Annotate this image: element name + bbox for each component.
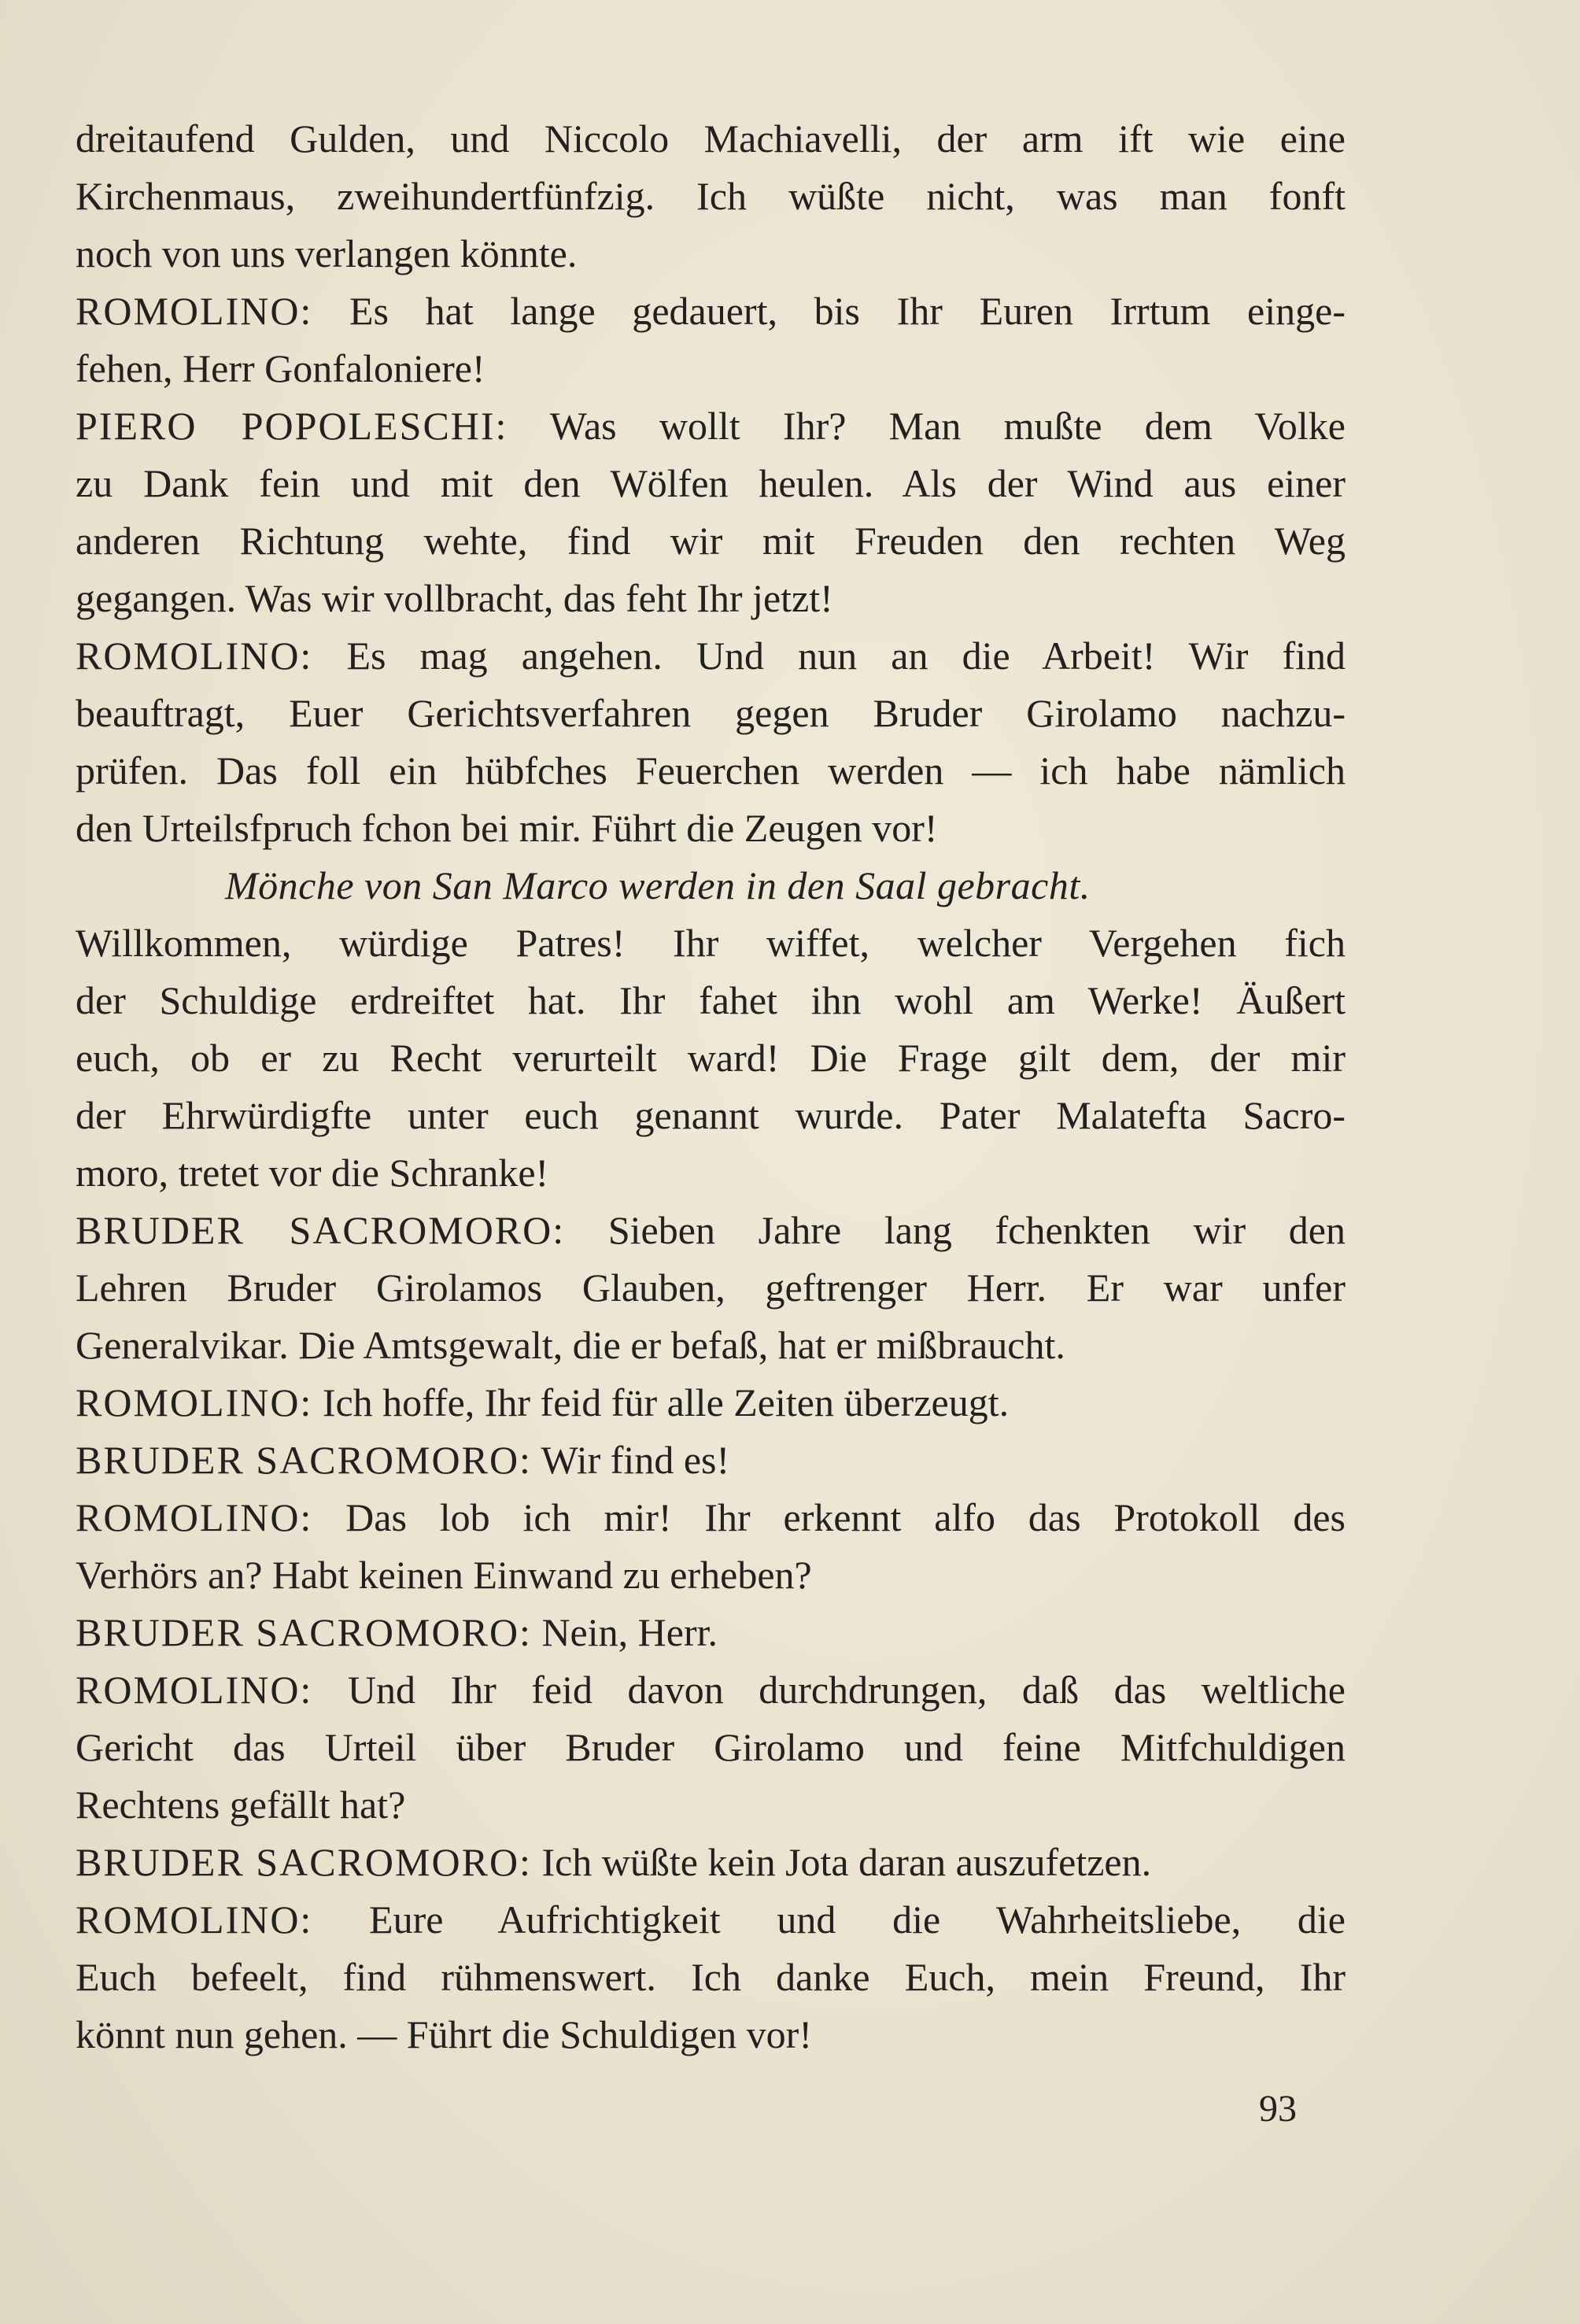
line-text: Eure Aufrichtigkeit und die Wahrheitsliebe, die [312,1897,1346,1942]
line-text: könnt nun gehen. — Führt die Schuldigen vor! [76,2012,812,2056]
dialogue-line-with-speaker [76,1202,1346,1259]
dialogue-line-with-speaker [76,1834,1346,1891]
text-line [76,168,1346,225]
text-line [76,1546,1346,1604]
line-text: Verhörs an? Habt keinen Einwand zu erheben? [76,1553,812,1597]
text-line [76,455,1346,512]
line-text: zu Dank fein und mit den Wölfen heulen. Als der Wind aus einer [76,461,1346,505]
line-text: beauftragt, Euer Gerichtsverfahren gegen Bruder Girolamo nachzu- [76,691,1346,735]
speaker-name: BRUDER SACROMORO: [76,1208,566,1252]
speaker-name: ROMOLINO: [76,1380,313,1424]
text-line [76,225,1346,283]
text-line [76,1259,1346,1317]
text-line [76,1087,1346,1144]
line-text: fehen, Herr Gonfaloniere! [76,346,485,390]
dialogue-line-with-speaker [76,1374,1346,1432]
dialogue-line-with-speaker [76,1891,1346,1949]
line-text: Wir find es! [531,1438,730,1482]
line-text: Ich wüßte kein Jota daran auszufetzen. [531,1840,1152,1884]
text-line [76,685,1346,742]
text-line [76,1029,1346,1087]
line-text: moro, tretet vor die Schranke! [76,1151,549,1195]
text-line [76,742,1346,800]
speaker-name: ROMOLINO: [76,289,313,333]
line-text: Es hat lange gedauert, bis Ihr Euren Irrtum einge- [312,289,1346,333]
dialogue-line-with-speaker [76,1661,1346,1719]
dialogue-line-with-speaker [76,397,1346,455]
text-line [76,1949,1346,2006]
line-text: der Ehrwürdigfte unter euch genannt wurde. Pater Malatefta Sacro- [76,1093,1346,1137]
speaker-name: PIERO POPOLESCHI: [76,404,508,448]
text-line [76,512,1346,570]
line-text: Es mag angehen. Und nun an die Arbeit! Wir find [312,634,1346,678]
text-line [76,1776,1346,1834]
page-number: 93 [1259,2088,1297,2130]
line-text: Kirchenmaus, zweihundertfünfzig. Ich wüßte nicht, was man fonft [76,174,1346,218]
text-line [76,1144,1346,1202]
text-line [76,972,1346,1029]
line-text: Was wollt Ihr? Man mußte dem Volke [508,404,1346,448]
line-text: Generalvikar. Die Amtsgewalt, die er befaß, hat er mißbraucht. [76,1323,1065,1367]
line-text: Das lob ich mir! Ihr erkennt alfo das Protokoll des [312,1495,1346,1539]
text-line [76,1719,1346,1776]
line-text: noch von uns verlangen könnte. [76,231,578,275]
line-text: gegangen. Was wir vollbracht, das feht Ihr jetzt! [76,576,833,620]
speaker-name: ROMOLINO: [76,1668,313,1712]
line-text: Rechtens gefällt hat? [76,1783,406,1827]
text-line [76,110,1346,168]
speaker-name: ROMOLINO: [76,1495,313,1539]
dialogue-line-with-speaker [76,283,1346,340]
dialogue-line-with-speaker [76,1489,1346,1546]
line-text: euch, ob er zu Recht verurteilt ward! Die Frage gilt dem, der mir [76,1036,1346,1080]
speaker-name: ROMOLINO: [76,634,313,678]
line-text: Lehren Bruder Girolamos Glauben, geftrenger Herr. Er war unfer [76,1265,1346,1310]
text-line [76,914,1346,972]
line-text: Willkommen, würdige Patres! Ihr wiffet, welcher Vergehen fich [76,921,1346,965]
dialogue-line-with-speaker [76,1604,1346,1661]
text-line [76,340,1346,397]
text-line [76,570,1346,627]
line-text: anderen Richtung wehte, find wir mit Freuden den rechten Weg [76,519,1346,563]
dialogue-line-with-speaker [76,627,1346,685]
dialogue-line-with-speaker [76,1432,1346,1489]
text-line [76,1317,1346,1374]
speaker-name: BRUDER SACROMORO: [76,1610,532,1654]
speaker-name: ROMOLINO: [76,1897,313,1942]
line-text: prüfen. Das foll ein hübfches Feuerchen werden — ich habe nämlich [76,748,1346,793]
line-text: der Schuldige erdreiftet hat. Ihr fahet ihn wohl am Werke! Äußert [76,978,1346,1022]
page-text [76,110,1346,2064]
stage-direction-text: Mönche von San Marco werden in den Saal gebracht. [225,863,1091,907]
line-text: dreitaufend Gulden, und Niccolo Machiavelli, der arm ift wie eine [76,116,1346,161]
speaker-name: BRUDER SACROMORO: [76,1840,532,1884]
text-line [76,2006,1346,2064]
line-text: Ich hoffe, Ihr feid für alle Zeiten überzeugt. [312,1380,1010,1424]
text-line [76,800,1346,857]
line-text: Gericht das Urteil über Bruder Girolamo und feine Mitfchuldigen [76,1725,1346,1769]
speaker-name: BRUDER SACROMORO: [76,1438,532,1482]
line-text: den Urteilsfpruch fchon bei mir. Führt die Zeugen vor! [76,806,938,850]
line-text: Sieben Jahre lang fchenkten wir den [565,1208,1346,1252]
stage-direction [76,857,1346,914]
line-text: Und Ihr feid davon durchdrungen, daß das weltliche [312,1668,1346,1712]
line-text: Nein, Herr. [531,1610,718,1654]
line-text: Euch befeelt, find rühmenswert. Ich danke Euch, mein Freund, Ihr [76,1955,1346,1999]
